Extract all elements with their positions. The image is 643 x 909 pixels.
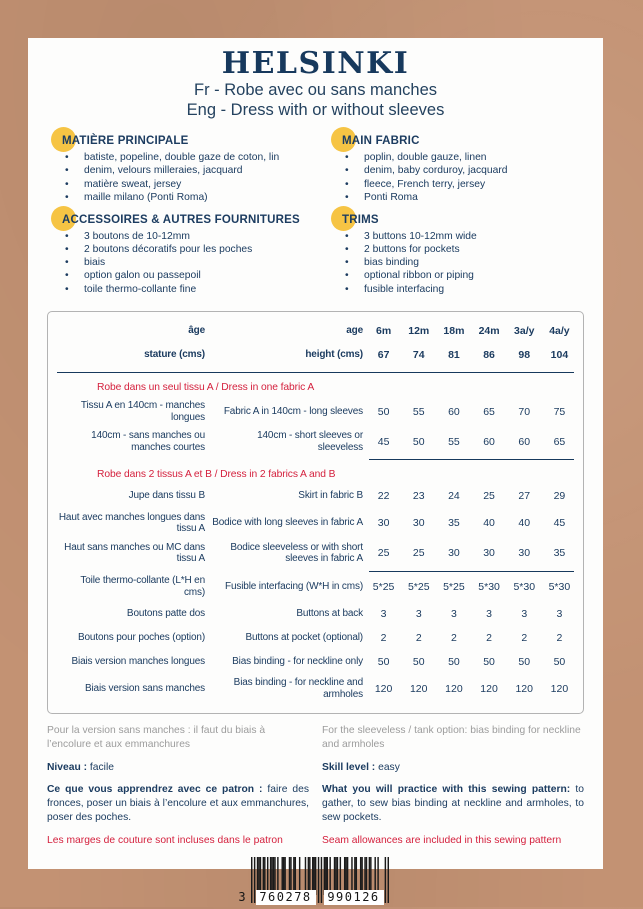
row-label-fr: Toile thermo-collante (L*H en cms) — [80, 575, 205, 598]
row-value: 120 — [480, 682, 498, 695]
level-fr: Niveau : facile — [47, 761, 114, 773]
list-item: • batiste, popeline, double gaze de coton, lin — [62, 151, 342, 164]
row-value: 40 — [483, 517, 495, 530]
row-value: 2 — [486, 631, 492, 644]
row-value: 25 — [377, 547, 390, 560]
list-item: • 2 boutons décoratifs pour les poches — [62, 243, 342, 256]
row-label-en: Skirt in fabric B — [298, 490, 363, 502]
table-row — [57, 538, 574, 568]
row-value: 30 — [412, 517, 425, 530]
header-size-cell: 104 — [550, 348, 569, 361]
row-label-en: Bodice with long sleeves in fabric A — [212, 517, 363, 529]
section-heading: MAIN FABRIC — [342, 134, 593, 149]
row-label-fr: Haut sans manches ou MC dans tissu A — [64, 541, 205, 565]
list-item: • denim, velours milleraies, jacquard — [62, 164, 342, 177]
section-trims — [342, 213, 593, 303]
row-value: 65 — [483, 405, 495, 418]
row-value: 50 — [518, 655, 531, 668]
row-value: 3 — [380, 607, 387, 620]
row-label-en: Fusible interfacing (W*H in cms) — [224, 580, 363, 592]
barcode-digits-right: 990126 — [324, 890, 384, 905]
header-size-cell: 98 — [518, 348, 531, 361]
row-value: 29 — [553, 490, 566, 503]
table-row — [57, 484, 574, 508]
header-label-en: height (cms) — [305, 349, 363, 360]
row-value: 35 — [553, 547, 566, 560]
row-value: 65 — [553, 435, 566, 448]
row-value: 40 — [518, 517, 531, 530]
row-value: 5*30 — [548, 580, 571, 593]
row-value: 5*30 — [513, 580, 536, 593]
row-value: 5*30 — [478, 580, 500, 593]
row-label-fr: Boutons pour poches (option) — [78, 631, 205, 643]
row-value: 2 — [380, 631, 387, 644]
table-header-row-height — [57, 343, 574, 367]
row-label-fr: Boutons patte dos — [126, 607, 205, 619]
table-row — [57, 508, 574, 538]
row-value: 3 — [415, 607, 422, 620]
sleeveless-note-fr: Pour la version sans manches : il faut du biais à l’encolure et aux emmanchures — [47, 724, 266, 750]
row-value: 27 — [518, 490, 531, 503]
trims-list-en — [342, 230, 593, 296]
row-value: 24 — [448, 490, 460, 503]
header-size-cell: 86 — [483, 348, 495, 361]
list-item: • Ponti Roma — [342, 191, 593, 204]
row-label-fr: Biais version sans manches — [84, 683, 205, 695]
row-value: 60 — [518, 435, 531, 448]
header-size-cell: 24m — [478, 324, 500, 337]
row-value: 22 — [377, 490, 390, 503]
section-heading: MATIÈRE PRINCIPALE — [62, 134, 342, 149]
row-value: 50 — [412, 655, 425, 668]
row-value: 5*25 — [443, 580, 465, 593]
row-value: 25 — [483, 490, 495, 503]
list-item: • option galon ou passepoil — [62, 269, 342, 282]
table-row — [57, 427, 574, 457]
footer — [28, 714, 603, 848]
row-value: 2 — [415, 631, 422, 644]
row-value: 60 — [483, 435, 495, 448]
header-size-cell: 6m — [375, 324, 392, 337]
row-value: 2 — [521, 631, 528, 644]
row-value: 55 — [448, 435, 460, 448]
barcode-digits-left: 760278 — [256, 890, 316, 905]
seam-note-en: Seam allowances are included in this sewing pattern — [322, 834, 562, 846]
size-table-header — [57, 319, 574, 373]
header-size-cell: 3a/y — [514, 324, 535, 337]
learn-en: What you will practice with this sewing pattern: to gather, to sew bias binding at neckline and armholes, to sew pockets. — [322, 784, 584, 823]
section-heading: TRIMS — [342, 213, 593, 228]
subtitle-en: Eng - Dress with or without sleeves — [186, 101, 445, 120]
row-value: 30 — [483, 547, 495, 560]
row-value: 30 — [377, 517, 390, 530]
table-row — [57, 397, 574, 427]
barcode — [239, 857, 393, 909]
row-value: 2 — [450, 631, 457, 644]
sleeveless-note-en: For the sleeveless / tank option: bias binding for neckline and armholes — [322, 724, 581, 750]
row-value: 30 — [518, 547, 531, 560]
list-item: • maille milano (Ponti Roma) — [62, 191, 342, 204]
row-label-fr: Tissu A en 140cm - manches longues — [80, 400, 205, 423]
materials-grid — [28, 120, 603, 305]
list-item: • fleece, French terry, jersey — [342, 178, 593, 191]
table-header-row-age — [57, 319, 574, 343]
row-value: 3 — [486, 607, 492, 620]
row-value: 5*25 — [407, 580, 430, 593]
row-value: 50 — [553, 655, 566, 668]
list-item: • denim, baby corduroy, jacquard — [342, 164, 593, 177]
row-label-en: Buttons at pocket (optional) — [245, 631, 363, 643]
header-size-cell: 81 — [448, 348, 460, 361]
row-value: 50 — [412, 435, 425, 448]
header — [28, 38, 603, 120]
pattern-card — [28, 38, 603, 904]
size-table-rows — [57, 373, 574, 704]
row-value: 50 — [483, 655, 495, 668]
header-size-cell: 4a/y — [549, 324, 570, 337]
seam-note-fr: Les marges de couture sont incluses dans le patron — [47, 834, 283, 846]
row-value: 120 — [409, 682, 428, 695]
row-value: 120 — [550, 682, 569, 695]
row-label-fr: Haut avec manches longues dans tissu A — [58, 511, 205, 535]
row-value: 120 — [374, 682, 393, 695]
row-value: 25 — [412, 547, 425, 560]
page-title: HELSINKI — [221, 46, 410, 81]
row-label-en: Bias binding - for neckline only — [232, 655, 363, 667]
row-label-fr: Jupe dans tissu B — [128, 490, 205, 502]
subtitle-fr: Fr - Robe avec ou sans manches — [193, 81, 438, 99]
list-item: • 3 buttons 10-12mm wide — [342, 230, 593, 243]
table-row — [57, 626, 574, 650]
table-section-label: Robe dans un seul tissu A / Dress in one fabric A — [97, 381, 315, 393]
row-label-fr: Biais version manches longues — [71, 655, 205, 667]
row-value: 50 — [377, 405, 390, 418]
row-value: 75 — [553, 405, 566, 418]
list-item: • biais — [62, 256, 342, 269]
row-value: 55 — [412, 405, 425, 418]
row-label-en: 140cm - short sleeves or sleeveless — [257, 430, 363, 454]
list-item: • 2 buttons for pockets — [342, 243, 593, 256]
learn-fr: Ce que vous apprendrez avec ce patron : faire des fronces, poser un biais à l’encolure et aux emmanchures, poser des poches. — [47, 784, 309, 823]
row-value: 70 — [518, 405, 531, 418]
row-value: 45 — [377, 435, 390, 448]
row-value: 45 — [553, 517, 566, 530]
header-size-cell: 18m — [443, 324, 465, 337]
section-matiere-principale — [62, 134, 342, 211]
table-row — [57, 572, 574, 602]
row-value: 120 — [445, 682, 463, 695]
trims-list-fr — [62, 230, 342, 296]
size-table — [47, 311, 584, 714]
list-item: • toile thermo-collante fine — [62, 283, 342, 296]
row-value: 3 — [521, 607, 528, 620]
list-item: • poplin, double gauze, linen — [342, 151, 593, 164]
list-item: • 3 boutons de 10-12mm — [62, 230, 342, 243]
header-size-cell: 12m — [408, 324, 430, 337]
row-label-fr: 140cm - sans manches ou manches courtes — [91, 430, 205, 454]
header-size-cell: 74 — [412, 348, 425, 361]
header-size-cell: 67 — [377, 348, 390, 361]
footer-right — [322, 724, 584, 848]
row-value: 50 — [448, 655, 460, 668]
barcode-digit-lead: 3 — [238, 889, 246, 904]
section-heading: ACCESSOIRES & AUTRES FOURNITURES — [62, 213, 342, 228]
row-value: 50 — [377, 655, 390, 668]
section-accessoires — [62, 213, 342, 303]
list-item: • matière sweat, jersey — [62, 178, 342, 191]
level-en: Skill level : easy — [322, 761, 400, 773]
row-label-en: Buttons at back — [296, 607, 363, 619]
table-row — [57, 602, 574, 626]
list-item: • optional ribbon or piping — [342, 269, 593, 282]
row-value: 120 — [515, 682, 533, 695]
row-value: 3 — [450, 607, 457, 620]
table-row — [57, 650, 574, 674]
row-label-en: Bias binding - for neckline and armholes — [233, 677, 363, 700]
fabric-list-fr — [62, 151, 342, 204]
row-label-en: Bodice sleeveless or with short sleeves in fabric A — [230, 541, 363, 565]
row-value: 23 — [412, 490, 425, 503]
header-label-fr: stature (cms) — [144, 349, 205, 360]
table-section-label: Robe dans 2 tissus A et B / Dress in 2 fabrics A and B — [97, 469, 336, 481]
header-label-fr: âge — [188, 325, 205, 336]
list-item: • fusible interfacing — [342, 283, 593, 296]
row-value: 5*25 — [372, 580, 395, 593]
row-value: 2 — [556, 631, 563, 644]
list-item: • bias binding — [342, 256, 593, 269]
row-value: 30 — [448, 547, 460, 560]
table-row — [57, 674, 574, 704]
section-main-fabric — [342, 134, 593, 211]
row-value: 35 — [448, 517, 460, 530]
row-value: 3 — [556, 607, 563, 620]
row-value: 60 — [448, 405, 460, 418]
fabric-list-en — [342, 151, 593, 204]
header-label-en: age — [346, 325, 363, 336]
footer-left — [47, 724, 309, 848]
row-label-en: Fabric A in 140cm - long sleeves — [223, 406, 363, 418]
